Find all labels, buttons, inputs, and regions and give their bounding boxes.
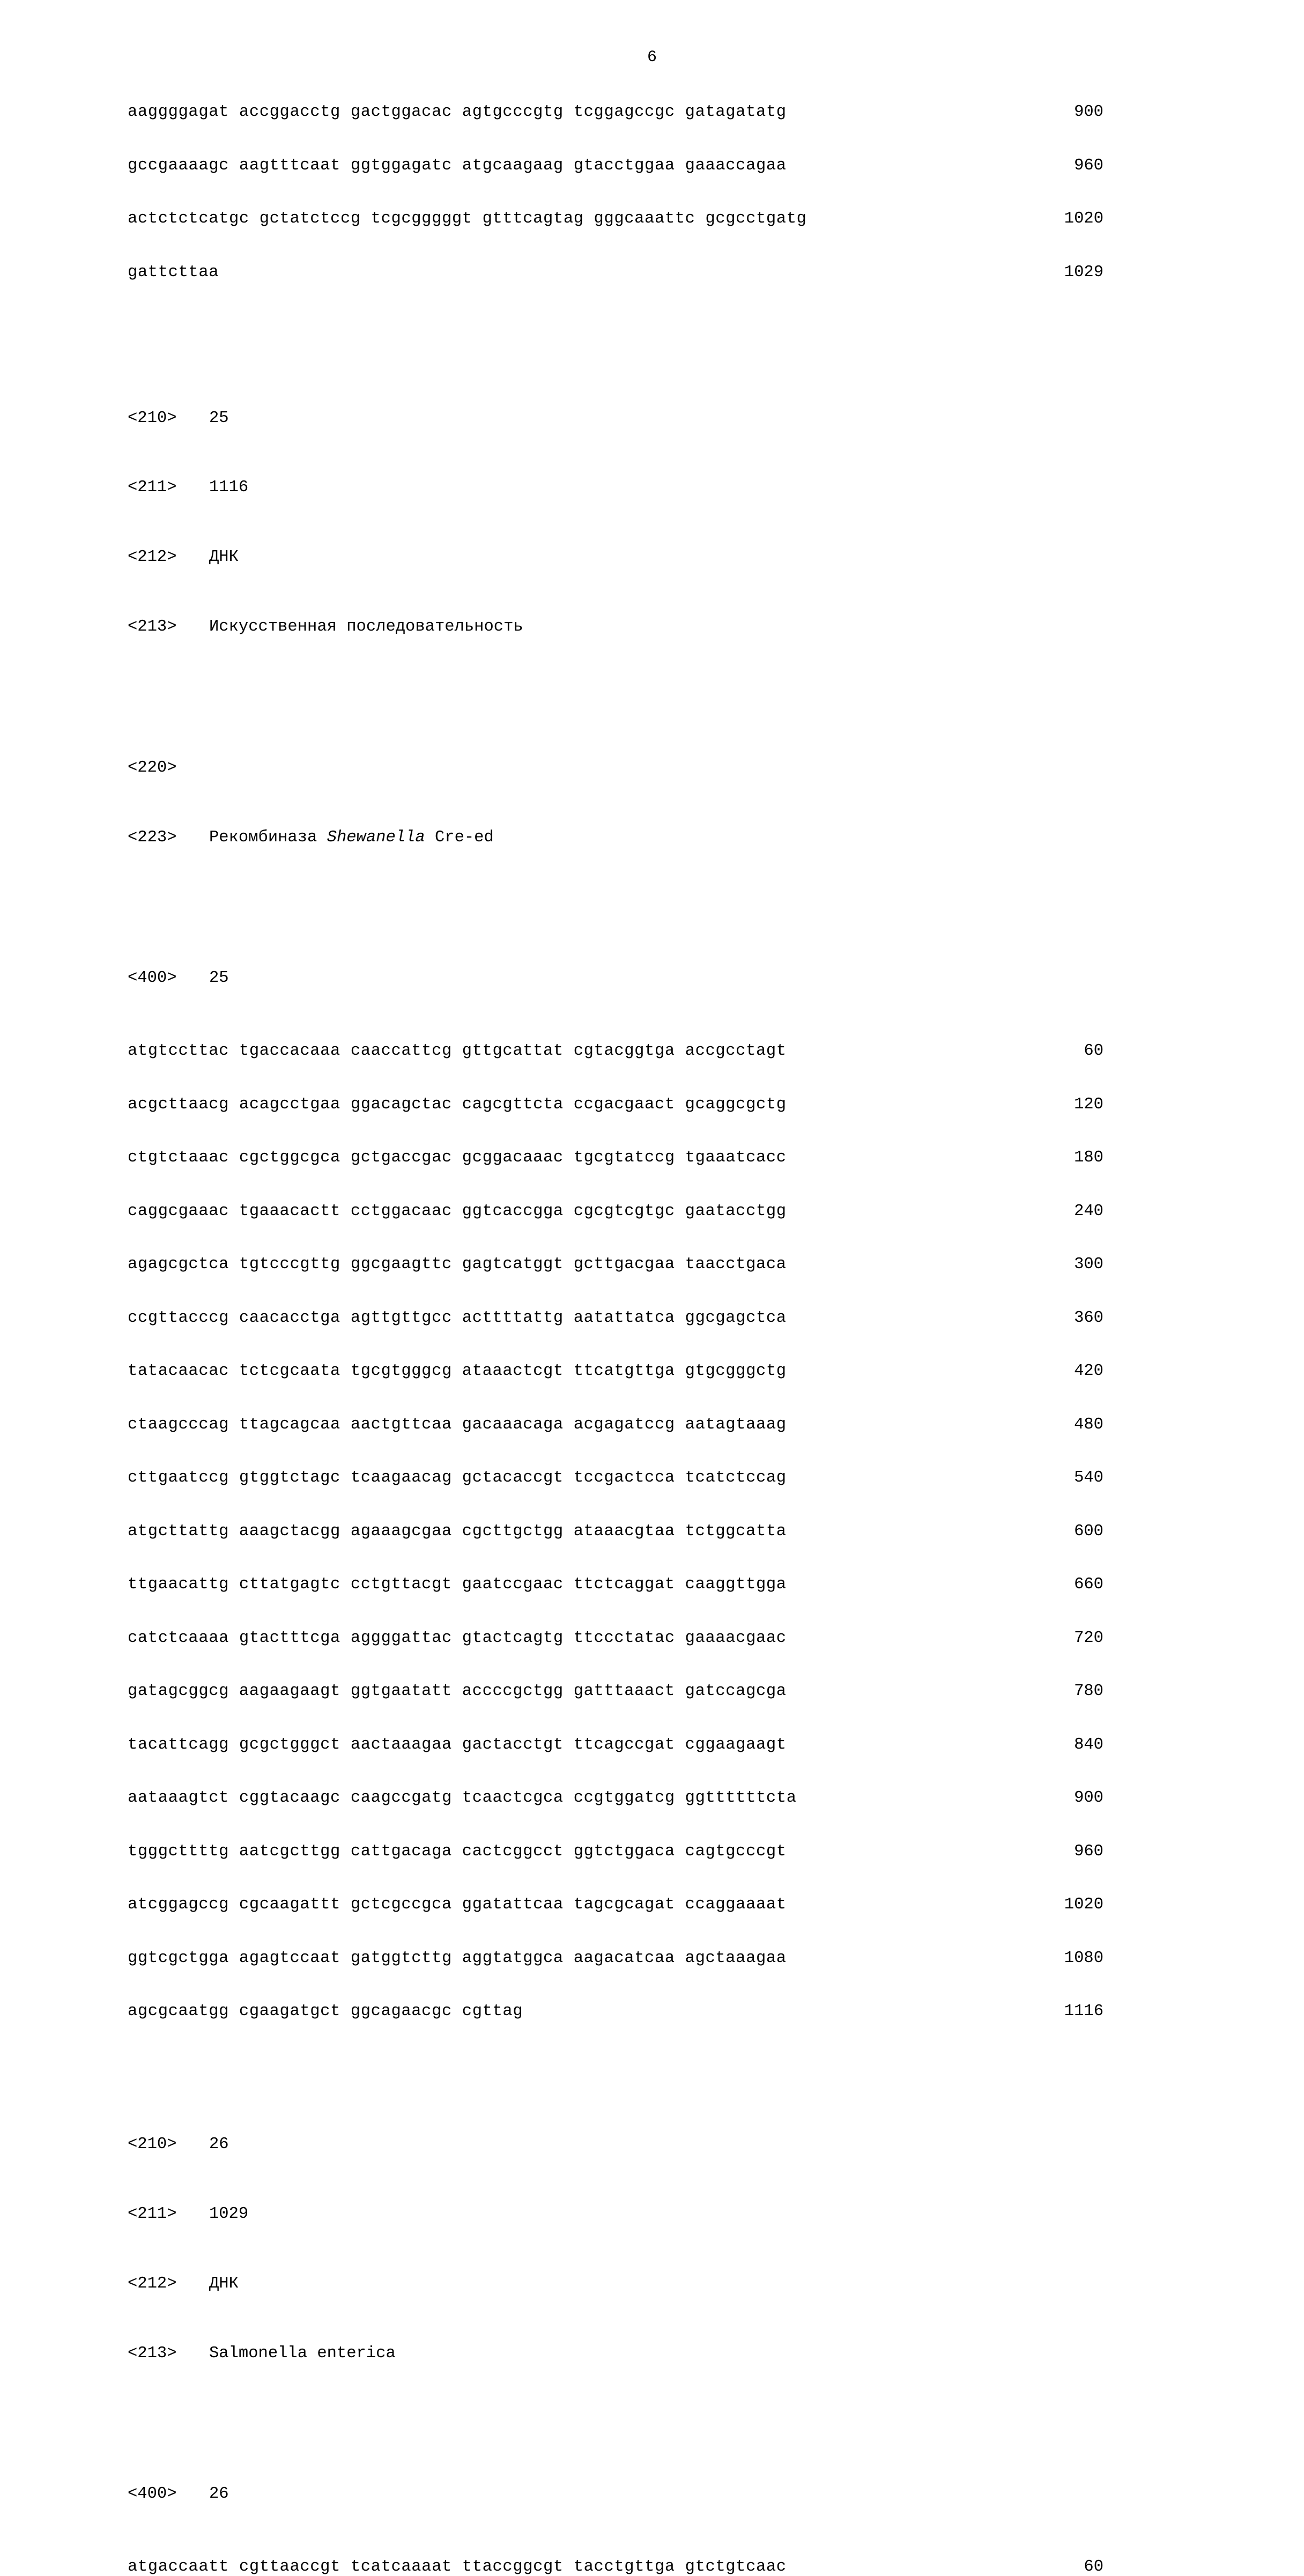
sequence-bases: tgggcttttg aatcgcttgg cattgacaga cactcggcct ggtctggaca cagtgcccgt [128, 1842, 787, 1861]
meta-line-212 [128, 546, 1224, 569]
sequence-line [128, 1523, 1224, 1540]
meta-line-220 [128, 757, 1224, 780]
sequence-bases: aataaagtct cggtacaagc caagccgatg tcaactcgca ccgtggatcg ggttttttcta [128, 1789, 797, 1808]
spacer [128, 896, 1224, 921]
sequence-bases: ggtcgctgga agagtccaat gatggtcttg aggtatggca aagacatcaa agctaaagaa [128, 1949, 787, 1967]
sequence-position: 660 [1074, 1575, 1103, 1594]
sequence-position: 60 [1084, 1042, 1103, 1061]
sequence-position: 240 [1074, 1202, 1103, 1220]
sequence-bases: atgtccttac tgaccacaaa caaccattcg gttgcattat cgtacggtga accgcctagt [128, 1042, 787, 1061]
page-number: 6 [647, 48, 657, 66]
sequence-line [128, 104, 1224, 121]
sequence-bases: tacattcagg gcgctgggct aactaaagaa gactacctgt ttcagccgat cggaagaagt [128, 1735, 787, 1754]
sequence-line [128, 1417, 1224, 1433]
record-25-sequence-header [128, 921, 1224, 1037]
sequence-bases: agagcgctca tgtcccgttg ggcgaagttc gagtcatggt gcttgacgaa taacctgaca [128, 1255, 787, 1274]
meta-tag: <400> [128, 2485, 177, 2504]
meta-tag: <210> [128, 2135, 177, 2154]
sequence-position: 1080 [1064, 1949, 1103, 1967]
meta-tag: <210> [128, 409, 177, 427]
sequence-bases: actctctcatgc gctatctccg tcgcgggggt gtttcagtag gggcaaattc gcgcctgatg [128, 210, 807, 228]
meta-tag: <212> [128, 2274, 177, 2293]
meta-line-210 [128, 407, 1224, 430]
sequence-bases: gccgaaaagc aagtttcaat ggtggagatc atgcaagaag gtacctggaa gaaaccagaa [128, 156, 787, 175]
record-25-feature [128, 710, 1224, 895]
meta-value: 1116 [209, 478, 249, 497]
sequence-line [128, 1897, 1224, 1913]
sequence-position: 840 [1074, 1735, 1103, 1754]
sequence-position: 600 [1074, 1522, 1103, 1541]
meta-tag: <211> [128, 2205, 177, 2223]
sequence-bases: ctaagcccag ttagcagcaa aactgttcaa gacaaacaga acgagatccg aatagtaaag [128, 1415, 787, 1434]
meta-value: Искусственная последовательность [209, 618, 523, 636]
meta-value: ДНК [209, 2274, 239, 2293]
sequence-bases: atgcttattg aaagctacgg agaaagcgaa cgcttgctgg ataaacgtaa tctggcatta [128, 1522, 787, 1541]
meta-value: ДНК [209, 548, 239, 567]
meta-value: 25 [209, 409, 229, 427]
sequence-bases: atcggagccg cgcaagattt gctcgccgca ggatattcaa tagcgcagat ccaggaaaat [128, 1896, 787, 1914]
meta-tag: <213> [128, 618, 177, 636]
meta-line-211 [128, 476, 1224, 499]
sequence-bases: tatacaacac tctcgcaata tgcgtgggcg ataaactcgt ttcatgttga gtgcgggctg [128, 1362, 787, 1381]
sequence-line [128, 1630, 1224, 1647]
sequence-line [128, 1310, 1224, 1327]
sequence-line [128, 2003, 1224, 2020]
sequence-line [128, 264, 1224, 281]
sequence-line [128, 1203, 1224, 1220]
sequence-position: 900 [1074, 103, 1103, 121]
record-26-metadata [128, 2087, 1224, 2412]
description-prefix: Рекомбиназа [209, 828, 327, 847]
sequence-bases: aaggggagat accggacctg gactggacac agtgcccgtg tcggagccgc gatagatatg [128, 103, 787, 121]
sequence-bases: catctcaaaa gtactttcga aggggattac gtactcagtg ttccctatac gaaaacgaac [128, 1628, 787, 1647]
meta-line-213 [128, 616, 1224, 639]
sequence-line [128, 1790, 1224, 1807]
meta-tag: <223> [128, 828, 177, 847]
meta-tag: <212> [128, 548, 177, 567]
sequence-line [128, 211, 1224, 227]
sequence-line [128, 1576, 1224, 1593]
meta-line-400 [128, 967, 1224, 990]
sequence-position: 360 [1074, 1308, 1103, 1327]
sequence-line [128, 158, 1224, 174]
meta-value: Salmonella enterica [209, 2344, 396, 2363]
sequence-bases: ctgtctaaac cgctggcgca gctgaccgac gcggacaaac tgcgtatccg tgaaatcacc [128, 1149, 787, 1167]
meta-line-223 [128, 826, 1224, 849]
meta-tag: <400> [128, 969, 177, 988]
sequence-position: 1020 [1064, 210, 1103, 228]
meta-value: 25 [209, 969, 229, 988]
meta-value: 26 [209, 2485, 229, 2504]
record-26-sequence-block [128, 2559, 1224, 2575]
sequence-position: 180 [1074, 1149, 1103, 1167]
sequence-bases: agcgcaatgg cgaagatgct ggcagaacgc cgttag [128, 2002, 523, 2021]
sequence-position: 1020 [1064, 1896, 1103, 1914]
sequence-position: 900 [1074, 1789, 1103, 1808]
meta-value: 26 [209, 2135, 229, 2154]
sequence-line [128, 1043, 1224, 1060]
sequence-position: 120 [1074, 1095, 1103, 1114]
spacer [128, 317, 1224, 360]
sequence-line [128, 1470, 1224, 1486]
sequence-bases: ttgaacattg cttatgagtc cctgttacgt gaatccgaac ttctcaggat caaggttgga [128, 1575, 787, 1594]
sequence-bases: cttgaatccg gtggtctagc tcaagaacag gctacaccgt tccgactcca tcatctccag [128, 1469, 787, 1487]
sequence-position: 60 [1084, 2558, 1103, 2576]
sequence-bases: caggcgaaac tgaaacactt cctggacaac ggtcaccgga cgcgtcgtgc gaatacctgg [128, 1202, 787, 1220]
spacer [128, 2057, 1224, 2087]
sequence-position: 720 [1074, 1628, 1103, 1647]
sequence-bases: acgcttaacg acagcctgaa ggacagctac cagcgttcta ccgacgaact gcaggcgctg [128, 1095, 787, 1114]
sequence-line [128, 1097, 1224, 1113]
description-suffix: Cre-ed [425, 828, 494, 847]
sequence-bases: ccgttacccg caacacctga agttgttgcc acttttattg aatattatca ggcgagctca [128, 1308, 787, 1327]
sequence-line [128, 1683, 1224, 1700]
sequence-position: 1029 [1064, 263, 1103, 282]
sequence-position: 780 [1074, 1682, 1103, 1701]
meta-line-211 [128, 2203, 1224, 2226]
page-content [128, 104, 1224, 2575]
meta-value [209, 826, 1224, 849]
sequence-line [128, 1950, 1224, 1967]
sequence-position: 420 [1074, 1362, 1103, 1381]
sequence-position: 960 [1074, 156, 1103, 175]
organism-name-italic: Shewanella [327, 828, 425, 847]
sequence-bases: gatagcggcg aagaagaagt ggtgaatatt accccgctgg gatttaaact gatccagcga [128, 1682, 787, 1701]
sequence-position: 480 [1074, 1415, 1103, 1434]
sequence-bases: gattcttaa [128, 263, 219, 282]
sequence-position: 960 [1074, 1842, 1103, 1861]
spacer [128, 2412, 1224, 2437]
sequence-position: 1116 [1064, 2002, 1103, 2021]
meta-line-212 [128, 2272, 1224, 2296]
meta-tag: <220> [128, 758, 177, 777]
sequence-position: 540 [1074, 1469, 1103, 1487]
sequence-line [128, 1844, 1224, 1860]
meta-value [209, 757, 1224, 780]
sequence-position: 300 [1074, 1255, 1103, 1274]
meta-line-400 [128, 2483, 1224, 2506]
sequence-line [128, 1737, 1224, 1753]
record-25-sequence-block [128, 1043, 1224, 2020]
sequence-line [128, 1150, 1224, 1166]
top-sequence-block [128, 104, 1224, 280]
sequence-line [128, 1363, 1224, 1380]
sequence-line [128, 2559, 1224, 2575]
meta-line-210 [128, 2133, 1224, 2156]
sequence-line [128, 1256, 1224, 1273]
record-25-metadata [128, 360, 1224, 685]
spacer [128, 685, 1224, 710]
meta-value: 1029 [209, 2205, 249, 2223]
meta-tag: <213> [128, 2344, 177, 2363]
record-26-sequence-header [128, 2437, 1224, 2552]
meta-tag: <211> [128, 478, 177, 497]
meta-line-213 [128, 2342, 1224, 2365]
sequence-bases: atgaccaatt cgttaaccgt tcatcaaaat ttaccggcgt tacctgttga gtctgtcaac [128, 2558, 787, 2576]
